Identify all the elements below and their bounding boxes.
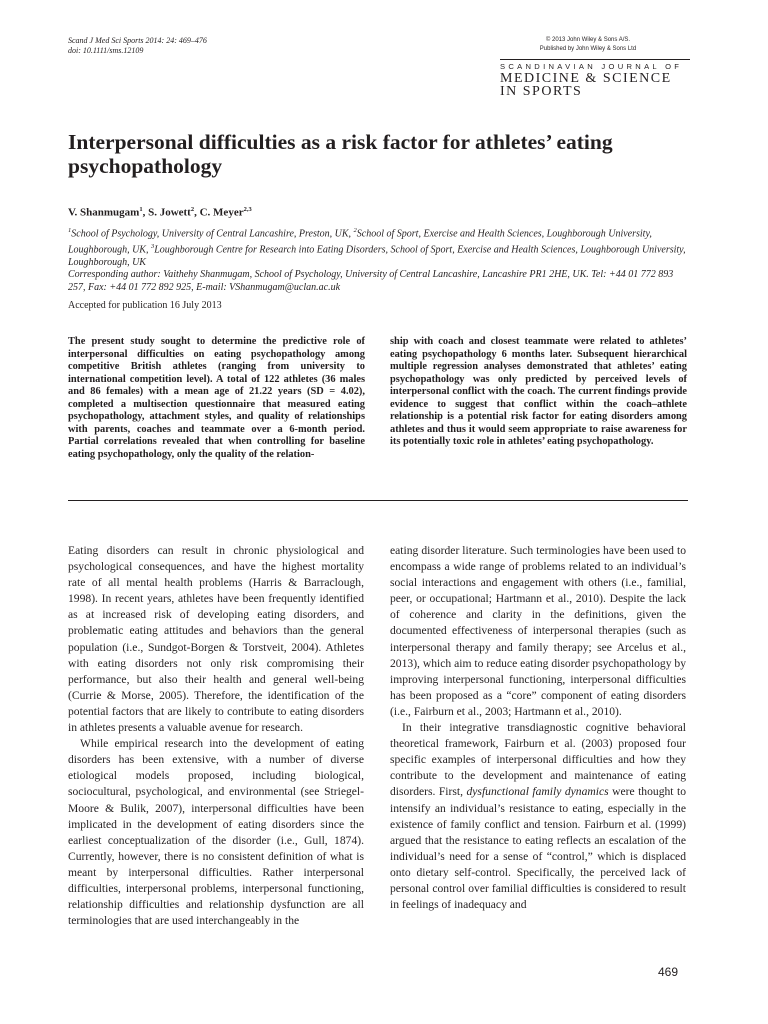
body-left-column xyxy=(68,543,364,929)
paragraph: eating disorder literature. Such terminologies have been used to encompass a wide range of problems related to an individual’s social interactions and engagement with others (i.e., familial, peer, or occupational; Hartmann et al., 2010). Despite the lack of coherence and clarity in the definitions, given the documented effectiveness of interpersonal therapies (such as interpersonal therapy and family therapy; see Arcelus et al., 2013), which aim to reduce eating disorder psychopathology by improving interpersonal functioning, interpersonal difficulties has been proposed as a “core” component of eating disorders (i.e., Fairburn et al., 2003; Hartmann et al., 2010). xyxy=(390,544,686,718)
accepted-date: Accepted for publication 16 July 2013 xyxy=(68,300,222,311)
masthead-rule xyxy=(500,59,690,60)
publisher-info xyxy=(488,36,688,54)
author-name: S. Jowett xyxy=(148,206,191,219)
affiliations xyxy=(68,225,690,295)
affiliation-2: School of Sport, Exercise and Health Sciences, Loughborough University, Loughborough, UK, xyxy=(68,228,652,256)
publisher: Published by John Wiley & Sons Ltd xyxy=(539,46,637,52)
affiliation-marker: 2 xyxy=(353,227,357,234)
paragraph-text: In their integrative transdiagnostic cognitive behavioral theoretical framework, Fairburn et al. (2003) proposed four specific examples of interpersonal difficulties and how they contribute to the development and maintenance of eating disorders. First, xyxy=(390,721,686,799)
paragraph-text: were thought to intensify an individual’s resistance to eating, especially in the existence of family conflict and tension. Fairburn et al. (1999) argued that the resistance to eating reflects an escalation of the individual’s need for a sense of “control,” which is displaced onto dietary self-control. Specifically, the perceived lack of personal control over familial difficulties is considered to result in feelings of inadequacy and xyxy=(390,785,686,912)
affiliation-3: Loughborough Centre for Research into Eating Disorders, School of Sport, Exercise and Health Sciences, Loughborough University, Loughborough, UK xyxy=(68,244,686,268)
paragraph: While empirical research into the development of eating disorders has been extensive, with a number of diverse etiological models proposed, including biological, sociocultural, psychological, and environmental (see Striegel-Moore & Bulik, 2007), interpersonal difficulties have been implicated in the development of eating disorders since the earliest conceptualization of the disorder (i.e., Gull, 1874). Currently, however, there is no consistent definition of what is meant by interpersonal difficulties. Rather interpersonal difficulties, interpersonal problems, interpersonal functioning, relationship difficulties and relationship dysfunction are all terminologies that are used interchangeably in the xyxy=(68,737,364,928)
journal-name-line3: IN SPORTS xyxy=(500,84,583,99)
journal-citation: Scand J Med Sci Sports 2014: 24: 469–476 xyxy=(68,36,207,45)
journal-masthead xyxy=(500,59,690,98)
page-number: 469 xyxy=(658,965,679,979)
paragraph: Eating disorders can result in chronic physiological and psychological consequences, and have the highest mortality rate of all mental health problems (Harris & Barraclough, 1998). In recent years, athletes have been frequently identified as at increased risk of developing eating disorders, and problematic eating attitudes and behaviors than the general population (i.e., Sundgot-Borgen & Torstveit, 2004). Athletes with eating disorders not only risk compromising their performance, but also their health and general well-being (Currie & Morse, 2005). Therefore, the identification of the potential factors that are likely to contribute to eating disorders in athletes presents a valuable avenue for research. xyxy=(68,544,364,735)
author-name: V. Shanmugam xyxy=(68,206,140,219)
affiliation-marker: 3 xyxy=(150,242,155,250)
author-affiliation-marker: 2,3 xyxy=(243,206,252,213)
body-right-column xyxy=(390,543,686,913)
author-list: V. Shanmugam$^1$, S. Jowett$^2$, C. Meyer$^{2,3}$ xyxy=(68,206,252,219)
emphasized-term: dysfunctional family dynamics xyxy=(466,785,609,799)
author-name: C. Meyer xyxy=(199,206,244,219)
article-title: Interpersonal difficulties as a risk factor for athletes’ eating psychopathology xyxy=(68,130,613,178)
journal-name-line1: SCANDINAVIAN JOURNAL OF xyxy=(500,62,683,71)
corresponding-author: Corresponding author: Vaithehy Shanmugam, School of Psychology, University of Central Lancashire, Lancashire PR1 2HE, UK. Tel: +44 01 772 893 257, Fax: +44 01 772 892 925, E-mail: VShanmugam@uclan.ac.uk xyxy=(68,269,674,294)
affiliation-1: School of Psychology, University of Central Lancashire, Preston, UK, xyxy=(71,228,354,240)
copyright: © 2013 John Wiley & Sons A/S. xyxy=(545,37,631,43)
abstract-right-column: ship with coach and closest teammate were related to athletes’ eating psychopathology 6 months later. Subsequent hierarchical multiple regression analyses demonstrated that athletes’ eating psychopathology was only predicted by perceived levels of interpersonal conflict with the coach. The current findings provide evidence to suggest that conflict within the coach–athlete relationship is a potential risk factor for eating disorders among athletes and thus it would seem appropriate to raise awareness for its potentially toxic role in athletes’ eating psychopathology. xyxy=(390,336,687,447)
doi: doi: 10.1111/sms.12109 xyxy=(68,46,144,55)
paragraph xyxy=(390,720,686,913)
author-affiliation-marker: 2 xyxy=(190,206,195,213)
abstract-left-column: The present study sought to determine the predictive role of interpersonal difficulties on eating psychopathology among competitive British athletes (ranging from university to international competition level). A total of 122 athletes (36 males and 86 females) with a mean age of 21.22 years (SD = 4.02), completed a multisection questionnaire that measured eating psychopathology, attachment styles, and quality of relationships with parents, coaches and teammate over a 6-month period. Partial correlations revealed that when controlling for baseline eating psychopathology, only the quality of the relation- xyxy=(68,336,365,460)
section-divider xyxy=(68,500,688,501)
citation-header xyxy=(68,36,207,56)
affiliation-marker: 1 xyxy=(68,227,72,234)
author-affiliation-marker: 1 xyxy=(139,206,143,213)
journal-name-line2: MEDICINE & SCIENCE xyxy=(500,71,672,86)
